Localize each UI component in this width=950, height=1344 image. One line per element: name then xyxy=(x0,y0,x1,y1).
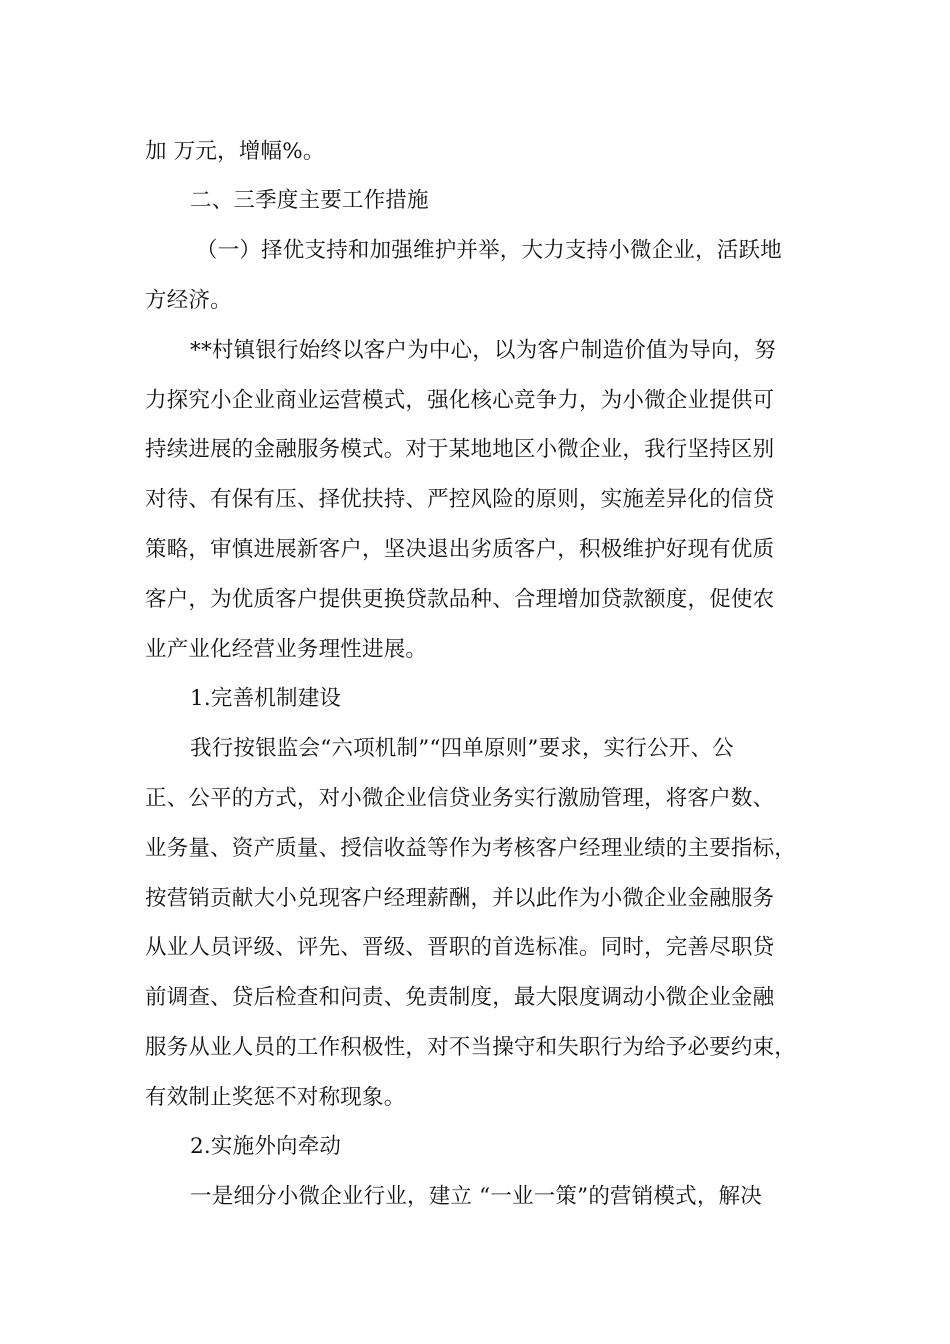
paragraph-line: 持续进展的金融服务模式。对于某地地区小微企业，我行坚持区别 xyxy=(145,437,775,462)
paragraph-line: 业产业化经营业务理性进展。 xyxy=(145,637,428,662)
paragraph-line: 按营销贡献大小兑现客户经理薪酬，并以此作为小微企业金融服务 xyxy=(145,886,775,911)
paragraph-line: 加 万元，增幅%。 xyxy=(145,139,325,164)
paragraph-line: 一是细分小微企业行业，建立 “一业一策”的营销模式，解决 xyxy=(190,1184,762,1209)
section-heading: 二、三季度主要工作措施 xyxy=(190,188,429,213)
paragraph-line: 客户，为优质客户提供更换贷款品种、合理增加贷款额度，促使农 xyxy=(145,587,775,612)
paragraph-line: 力探究小企业商业运营模式，强化核心竞争力，为小微企业提供可 xyxy=(145,388,775,413)
paragraph-line: 有效制止奖惩不对称现象。 xyxy=(145,1085,406,1110)
item-heading: 2.实施外向牵动 xyxy=(190,1134,342,1159)
item-heading: 1.完善机制建设 xyxy=(190,686,342,711)
paragraph-line: 前调查、贷后检查和问责、免责制度，最大限度调动小微企业金融 xyxy=(145,985,775,1010)
paragraph-line: 从业人员评级、评先、晋级、晋职的首选标准。同时，完善尽职贷 xyxy=(145,935,775,960)
paragraph-line: 我行按银监会“六项机制”“四单原则”要求，实行公开、公 xyxy=(190,736,734,761)
paragraph-line: 策略，审慎进展新客户，坚决退出劣质客户，积极维护好现有优质 xyxy=(145,537,775,562)
paragraph-line: 服务从业人员的工作积极性，对不当操守和失职行为给予必要约束， xyxy=(145,1035,797,1060)
subsection-heading-continued: 方经济。 xyxy=(145,288,232,313)
subsection-heading: （一）择优支持和加强维护并举，大力支持小微企业，活跃地 xyxy=(196,238,782,263)
paragraph-line: **村镇银行始终以客户为中心，以为客户制造价值为导向，努 xyxy=(190,338,777,363)
paragraph-line: 对待、有保有压、择优扶持、严控风险的原则，实施差异化的信贷 xyxy=(145,487,775,512)
paragraph-line: 正、公平的方式，对小微企业信贷业务实行激励管理，将客户数、 xyxy=(145,786,775,811)
paragraph-line: 业务量、资产质量、授信收益等作为考核客户经理业绩的主要指标， xyxy=(145,836,797,861)
